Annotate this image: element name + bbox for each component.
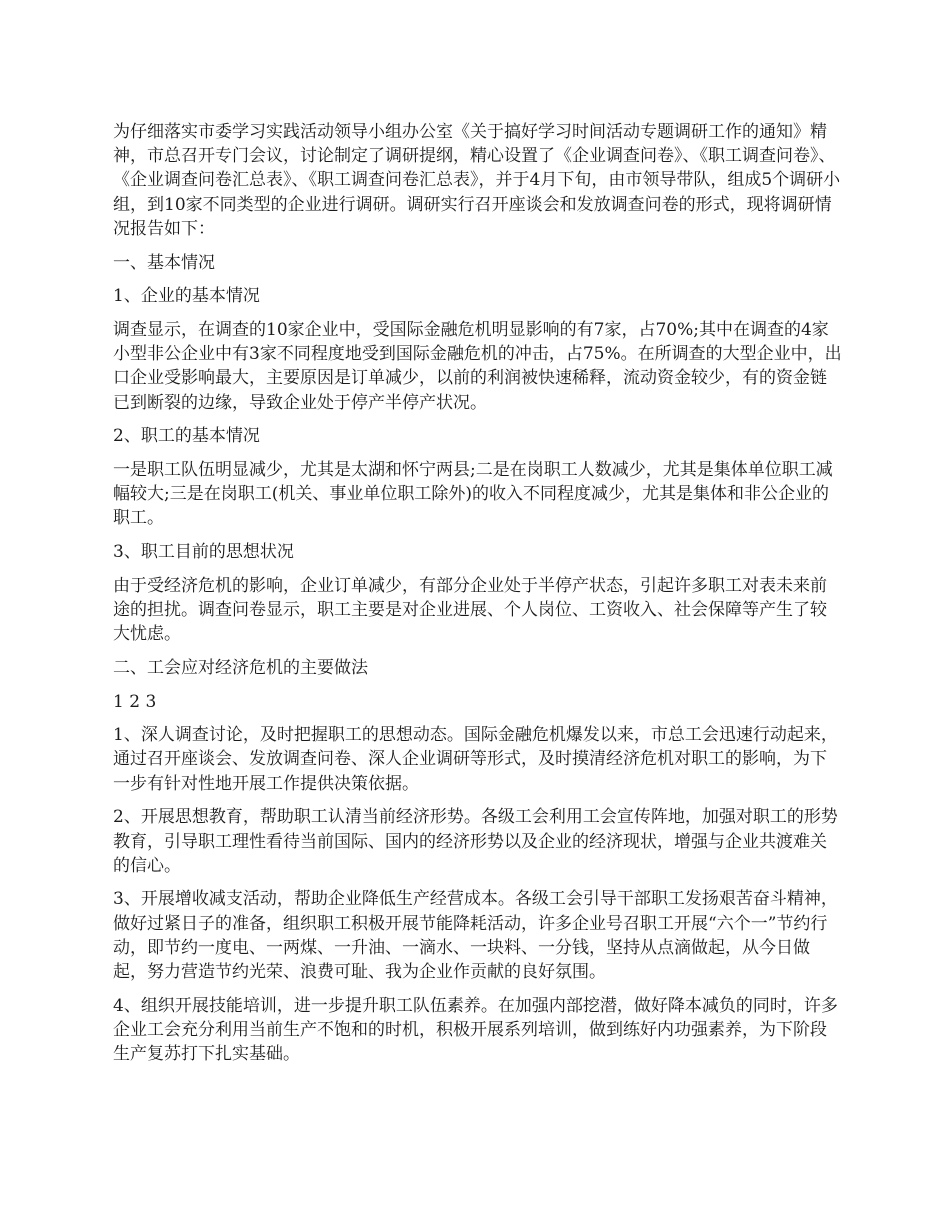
section-heading-basic-situation: 一、基本情况 [113, 252, 215, 273]
paragraph-worker-situation: 一是职工队伍明显减少，尤其是太湖和怀宁两县;二是在岗职工人数减少，尤其是集体单位职工减幅较大;三是在岗职工(机关、事业单位职工除外)的收入不同程度减少，尤其是集体和非公企业的职工。 [113, 459, 833, 529]
paragraph-measure-2: 2、开展思想教育，帮助职工认清当前经济形势。各级工会利用工会宣传阵地，加强对职工的形势教育，引导职工理性看待当前国际、国内的经济形势以及企业的经济现状，增强与企业共渡难关的信心。 [113, 807, 838, 876]
subheading-worker-thoughts: 3、职工目前的思想状况 [113, 542, 294, 563]
section-heading-union-measures: 二、工会应对经济危机的主要做法 [113, 657, 368, 678]
paragraph-measure-4: 4、组织开展技能培训，进一步提升职工队伍素养。在加强内部挖潜，做好降本减负的同时，许多企业工会充分利用当前生产不饱和的时机，积极开展系列培训，做到练好内功强素养，为下阶段生产复苏打下扎实基础。 [113, 995, 838, 1065]
paragraph-worker-thoughts: 由于受经济危机的影响，企业订单减少，有部分企业处于半停产状态，引起许多职工对表未来前途的担扰。调查问卷显示，职工主要是对企业进展、个人岗位、工资收入、社会保障等产生了较大忧虑。 [113, 575, 827, 645]
paragraph-enterprise-situation: 调查显示，在调查的10家企业中，受国际金融危机明显影响的有7家，占70%;其中在调查的4家小型非公企业中有3家不同程度地受到国际金融危机的冲击，占75%。在所调查的大型企业中，出口企业受影响最大，主要原因是订单减少，以前的利润被快速稀释，流动资金较少，有的资金链已到断裂的边缘，导致企业处于停产半停产状况。 [113, 319, 842, 413]
intro-paragraph: 为仔细落实市委学习实践活动领导小组办公室《关于搞好学习时间活动专题调研工作的通知》精神，市总召开专门会议，讨论制定了调研提纲，精心设置了《企业调查问卷》、《职工调查问卷》、《企业调查问卷汇总表》、《职工调查问卷汇总表》，并于4月下旬，由市领导带队，组成5个调研小组，到10家不同类型的企业进行调研。调研实行召开座谈会和发放调查问卷的形式，现将调研情况报告如下： [113, 122, 841, 239]
paragraph-measure-1: 1、深人调查讨论，及时把握职工的思想动态。国际金融危机爆发以来，市总工会迅速行动起来，通过召开座谈会、发放调查问卷、深人企业调研等形式，及时摸清经济危机对职工的影响，为下一步有针对性地开展工作提供决策依据。 [113, 725, 838, 794]
paragraph-measure-3: 3、开展增收减支活动，帮助企业降低生产经营成本。各级工会引导干部职工发扬艰苦奋斗精神，做好过紧日子的准备，组织职工积极开展节能降耗活动，许多企业号召职工开展“六个一”节约行动，即节约一度电、一两煤、一升油、一滴水、一块料、一分钱，坚持从点滴做起，从今日做起，努力营造节约光荣、浪费可耻、我为企业作贡献的良好氛围。 [113, 889, 838, 983]
subheading-enterprise-situation: 1、企业的基本情况 [113, 286, 260, 307]
subheading-worker-situation: 2、职工的基本情况 [113, 426, 260, 447]
numbering-line: 1 2 3 [113, 691, 157, 712]
document-body [113, 120, 843, 1076]
